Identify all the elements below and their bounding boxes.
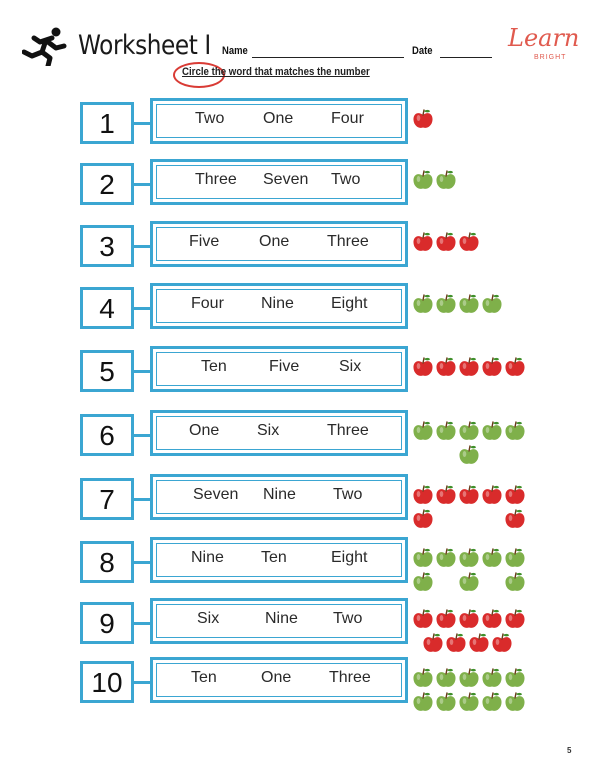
word-choice[interactable]: Three bbox=[327, 233, 369, 250]
red-apple-icon bbox=[504, 356, 526, 378]
connector-line bbox=[134, 434, 150, 437]
number-label: 8 bbox=[99, 547, 115, 578]
red-apple-icon bbox=[481, 356, 503, 378]
page-number: 5 bbox=[567, 746, 572, 755]
red-apple-icon bbox=[481, 484, 503, 506]
red-apple-icon bbox=[458, 356, 480, 378]
green-apple-icon bbox=[504, 667, 526, 689]
red-apple-icon bbox=[504, 508, 526, 530]
green-apple-icon bbox=[435, 169, 457, 191]
page-title: Worksheet I bbox=[78, 30, 211, 61]
instruction-rest: the word that matches the number bbox=[208, 66, 370, 78]
word-choice[interactable]: Three bbox=[327, 422, 369, 439]
word-choice[interactable]: Four bbox=[331, 110, 364, 127]
word-choice[interactable]: Two bbox=[331, 171, 361, 188]
word-choice[interactable]: Seven bbox=[193, 486, 239, 503]
number-label: 7 bbox=[99, 484, 115, 515]
red-apple-icon bbox=[481, 608, 503, 630]
word-choice[interactable]: Nine bbox=[191, 549, 224, 566]
number-box bbox=[80, 225, 134, 267]
red-apple-icon bbox=[412, 484, 434, 506]
red-apple-icon bbox=[458, 484, 480, 506]
word-choice[interactable]: Two bbox=[195, 110, 225, 127]
green-apple-icon bbox=[412, 547, 434, 569]
connector-line bbox=[134, 681, 150, 684]
word-choice[interactable]: Five bbox=[189, 233, 220, 250]
name-field-line bbox=[252, 57, 404, 58]
fruit-count-group bbox=[412, 293, 532, 341]
red-apple-icon bbox=[412, 608, 434, 630]
date-field-line bbox=[440, 57, 492, 58]
fruit-count-group bbox=[412, 667, 532, 715]
word-choice[interactable]: Two bbox=[333, 610, 363, 627]
word-choice[interactable]: Nine bbox=[263, 486, 296, 503]
red-apple-icon bbox=[504, 608, 526, 630]
green-apple-icon bbox=[435, 547, 457, 569]
number-label: 9 bbox=[99, 608, 115, 639]
red-apple-icon bbox=[504, 484, 526, 506]
number-box bbox=[80, 661, 134, 703]
green-apple-icon bbox=[412, 293, 434, 315]
number-label: 4 bbox=[99, 293, 115, 324]
fruit-count-group bbox=[412, 169, 532, 217]
green-apple-icon bbox=[481, 420, 503, 442]
number-label: 3 bbox=[99, 231, 115, 262]
green-apple-icon bbox=[458, 547, 480, 569]
number-label: 2 bbox=[99, 169, 115, 200]
word-choice-box bbox=[150, 346, 408, 392]
logo-subtext: BRIGHT bbox=[534, 54, 567, 61]
connector-line bbox=[134, 183, 150, 186]
word-choice[interactable]: Two bbox=[333, 486, 363, 503]
number-box bbox=[80, 602, 134, 644]
red-apple-icon bbox=[435, 484, 457, 506]
number-box bbox=[80, 478, 134, 520]
instruction-word: Circle bbox=[182, 66, 209, 78]
green-apple-icon bbox=[481, 691, 503, 713]
word-choice[interactable]: Six bbox=[257, 422, 280, 439]
word-choice-box bbox=[150, 657, 408, 703]
word-choice[interactable]: Three bbox=[329, 669, 371, 686]
red-apple-icon bbox=[412, 108, 434, 130]
fruit-count-group bbox=[412, 356, 532, 404]
number-box bbox=[80, 287, 134, 329]
word-choice[interactable]: Four bbox=[191, 295, 224, 312]
word-choice-box bbox=[150, 598, 408, 644]
word-choice[interactable]: One bbox=[189, 422, 220, 439]
word-choice[interactable]: One bbox=[263, 110, 294, 127]
number-box bbox=[80, 541, 134, 583]
red-apple-icon bbox=[435, 356, 457, 378]
word-choice[interactable]: Nine bbox=[265, 610, 298, 627]
green-apple-icon bbox=[412, 169, 434, 191]
green-apple-icon bbox=[458, 667, 480, 689]
green-apple-icon bbox=[412, 667, 434, 689]
green-apple-icon bbox=[412, 420, 434, 442]
word-choice-box bbox=[150, 221, 408, 267]
word-choice-box bbox=[150, 159, 408, 205]
fruit-count-group bbox=[412, 608, 532, 656]
green-apple-icon bbox=[481, 293, 503, 315]
learn-bright-logo bbox=[508, 24, 580, 66]
word-choice-box bbox=[150, 537, 408, 583]
logo-text: Learn bbox=[508, 24, 580, 52]
word-choice[interactable]: Ten bbox=[261, 549, 287, 566]
word-choice[interactable]: Six bbox=[339, 358, 362, 375]
green-apple-icon bbox=[481, 667, 503, 689]
instructions bbox=[182, 66, 370, 78]
word-choice[interactable]: Ten bbox=[201, 358, 227, 375]
red-apple-icon bbox=[491, 632, 513, 654]
fruit-count-group bbox=[412, 484, 532, 532]
green-apple-icon bbox=[458, 420, 480, 442]
number-label: 5 bbox=[99, 356, 115, 387]
red-apple-icon bbox=[458, 231, 480, 253]
word-choice[interactable]: One bbox=[259, 233, 290, 250]
word-choice-box bbox=[150, 474, 408, 520]
word-choice-box bbox=[150, 410, 408, 456]
green-apple-icon bbox=[458, 571, 480, 593]
green-apple-icon bbox=[412, 691, 434, 713]
red-apple-icon bbox=[412, 508, 434, 530]
fruit-count-group bbox=[412, 231, 532, 279]
word-choice[interactable]: One bbox=[261, 669, 292, 686]
number-label: 6 bbox=[99, 420, 115, 451]
connector-line bbox=[134, 245, 150, 248]
word-choice[interactable]: Eight bbox=[331, 549, 368, 566]
number-box bbox=[80, 163, 134, 205]
word-choice[interactable]: Three bbox=[195, 171, 237, 188]
name-label: Name bbox=[222, 45, 248, 57]
word-choice[interactable]: Six bbox=[197, 610, 220, 627]
connector-line bbox=[134, 622, 150, 625]
red-apple-icon bbox=[468, 632, 490, 654]
date-label: Date bbox=[412, 45, 433, 57]
fruit-count-group bbox=[412, 108, 532, 156]
green-apple-icon bbox=[458, 691, 480, 713]
green-apple-icon bbox=[504, 691, 526, 713]
green-apple-icon bbox=[435, 293, 457, 315]
word-choice[interactable]: Eight bbox=[331, 295, 368, 312]
green-apple-icon bbox=[481, 547, 503, 569]
green-apple-icon bbox=[458, 293, 480, 315]
red-apple-icon bbox=[412, 356, 434, 378]
red-apple-icon bbox=[445, 632, 467, 654]
green-apple-icon bbox=[435, 420, 457, 442]
connector-line bbox=[134, 561, 150, 564]
word-choice[interactable]: Seven bbox=[263, 171, 309, 188]
number-box bbox=[80, 102, 134, 144]
connector-line bbox=[134, 370, 150, 373]
green-apple-icon bbox=[435, 667, 457, 689]
green-apple-icon bbox=[458, 444, 480, 466]
word-choice[interactable]: Ten bbox=[191, 669, 217, 686]
word-choice-box bbox=[150, 98, 408, 144]
word-choice-box bbox=[150, 283, 408, 329]
green-apple-icon bbox=[504, 420, 526, 442]
connector-line bbox=[134, 307, 150, 310]
fruit-count-group bbox=[412, 420, 532, 468]
number-label: 10 bbox=[91, 667, 123, 698]
red-apple-icon bbox=[412, 231, 434, 253]
word-choice[interactable]: Nine bbox=[261, 295, 294, 312]
number-box bbox=[80, 414, 134, 456]
runner-icon bbox=[22, 26, 68, 66]
green-apple-icon bbox=[504, 571, 526, 593]
red-apple-icon bbox=[435, 608, 457, 630]
green-apple-icon bbox=[435, 691, 457, 713]
word-choice[interactable]: Five bbox=[269, 358, 300, 375]
connector-line bbox=[134, 498, 150, 501]
number-label: 1 bbox=[99, 108, 115, 139]
green-apple-icon bbox=[504, 547, 526, 569]
green-apple-icon bbox=[412, 571, 434, 593]
number-box bbox=[80, 350, 134, 392]
connector-line bbox=[134, 122, 150, 125]
red-apple-icon bbox=[458, 608, 480, 630]
red-apple-icon bbox=[422, 632, 444, 654]
fruit-count-group bbox=[412, 547, 532, 595]
red-apple-icon bbox=[435, 231, 457, 253]
